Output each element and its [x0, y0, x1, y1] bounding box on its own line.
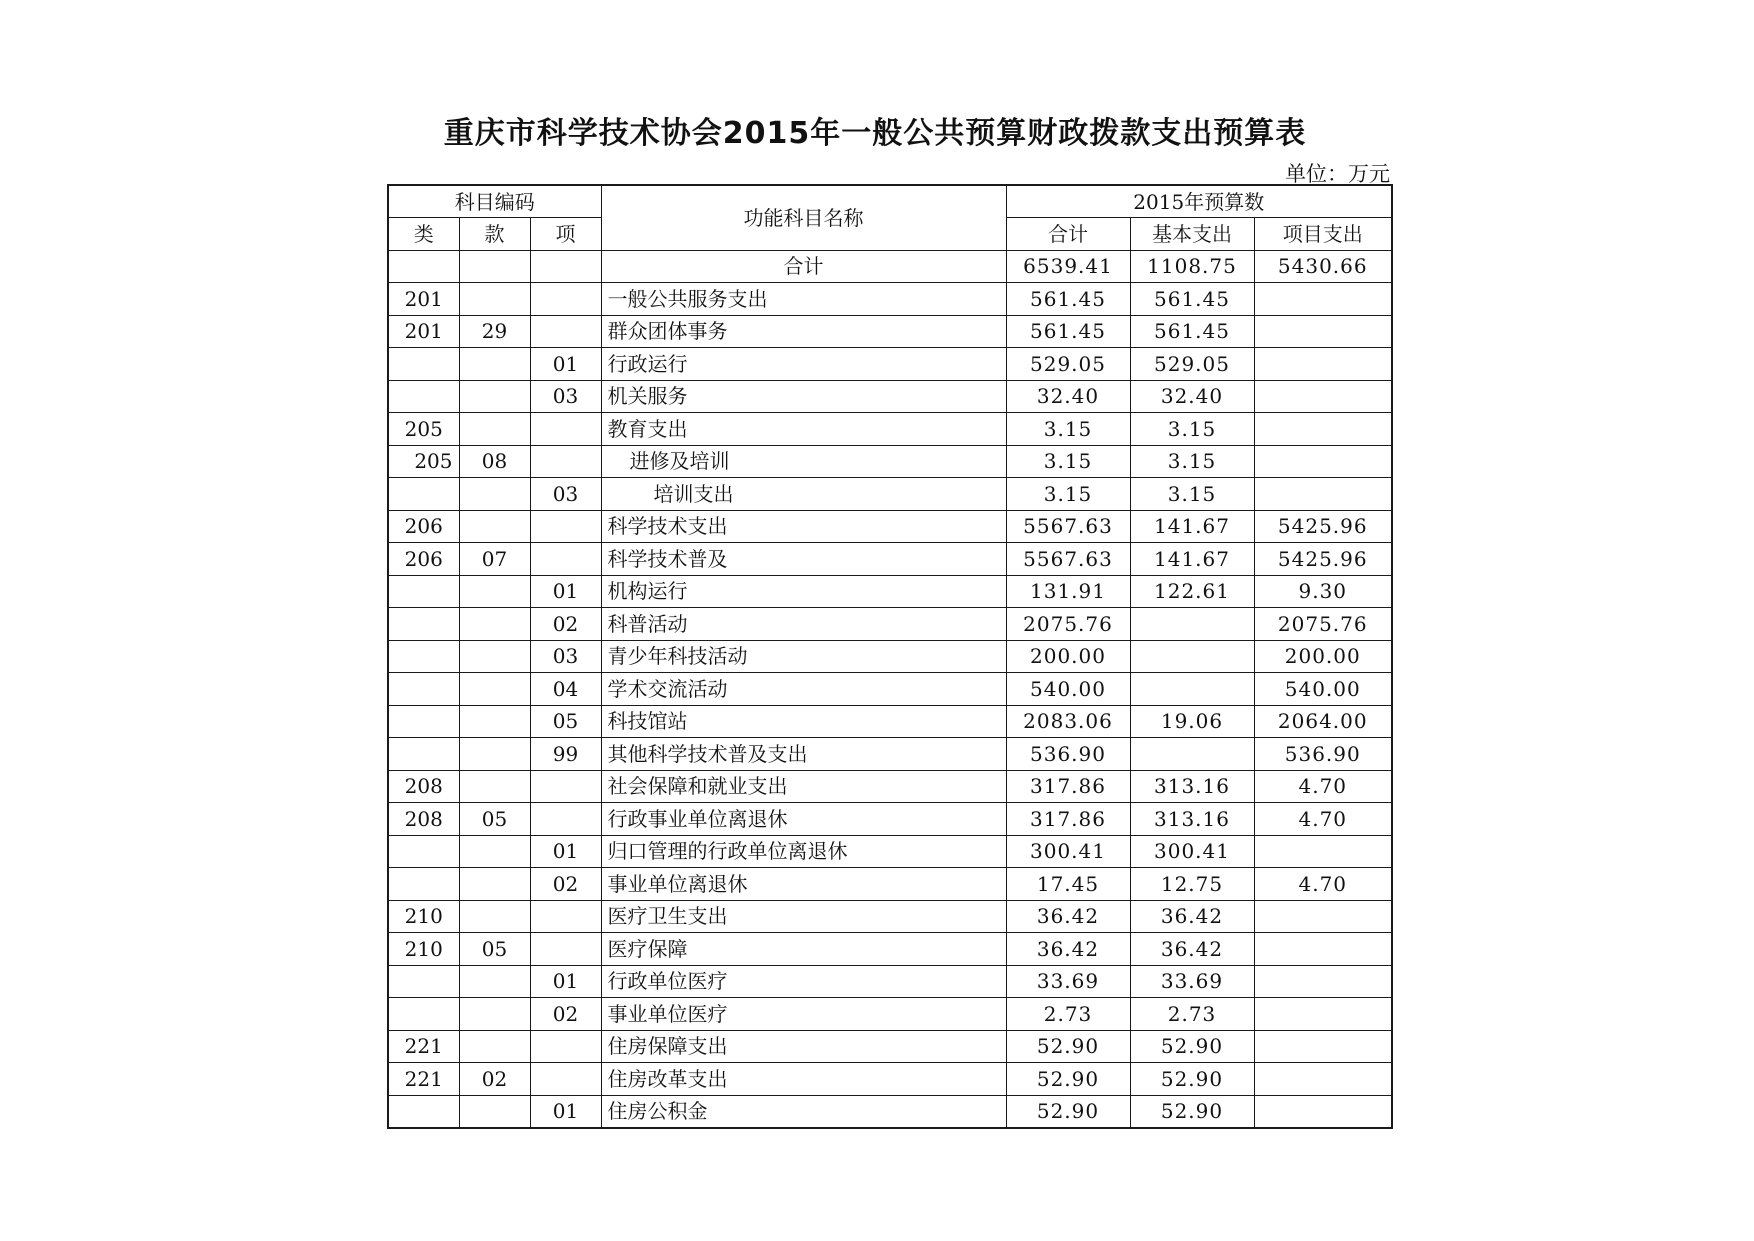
table-row	[388, 478, 1392, 511]
cell-total: 561.45	[1006, 315, 1130, 348]
cell-basic: 19.06	[1130, 705, 1254, 738]
cell-lei	[388, 738, 459, 771]
table-body	[388, 250, 1392, 1128]
cell-xiang: 04	[530, 673, 601, 706]
cell-lei	[388, 705, 459, 738]
header-lei: 类	[388, 218, 459, 251]
cell-total: 36.42	[1006, 933, 1130, 966]
cell-xiang	[530, 543, 601, 576]
cell-lei: 210	[388, 933, 459, 966]
cell-kuan: 29	[459, 315, 530, 348]
cell-kuan: 05	[459, 933, 530, 966]
cell-function-name: 群众团体事务	[601, 315, 1006, 348]
cell-basic	[1130, 608, 1254, 641]
header-xiang: 项	[530, 218, 601, 251]
cell-kuan: 05	[459, 803, 530, 836]
cell-kuan	[459, 900, 530, 933]
cell-basic: 141.67	[1130, 510, 1254, 543]
header-total: 合计	[1006, 218, 1130, 251]
cell-total: 317.86	[1006, 803, 1130, 836]
cell-lei: 201	[388, 283, 459, 316]
cell-lei: 208	[388, 803, 459, 836]
cell-kuan	[459, 1095, 530, 1128]
cell-function-name: 科学技术支出	[601, 510, 1006, 543]
cell-project	[1254, 348, 1392, 381]
cell-project	[1254, 283, 1392, 316]
cell-basic: 313.16	[1130, 803, 1254, 836]
cell-function-name: 科技馆站	[601, 705, 1006, 738]
cell-total: 52.90	[1006, 1030, 1130, 1063]
cell-basic: 52.90	[1130, 1030, 1254, 1063]
cell-lei: 221	[388, 1063, 459, 1096]
header-code-group: 科目编码	[388, 185, 601, 218]
cell-lei	[388, 478, 459, 511]
cell-kuan: 02	[459, 1063, 530, 1096]
header-budget-group: 2015年预算数	[1006, 185, 1392, 218]
cell-kuan	[459, 835, 530, 868]
cell-xiang	[530, 510, 601, 543]
cell-total: 540.00	[1006, 673, 1130, 706]
cell-project: 536.90	[1254, 738, 1392, 771]
cell-function-name: 医疗保障	[601, 933, 1006, 966]
cell-total: 2075.76	[1006, 608, 1130, 641]
cell-lei: 208	[388, 770, 459, 803]
table-row	[388, 770, 1392, 803]
cell-kuan	[459, 478, 530, 511]
cell-function-name: 青少年科技活动	[601, 640, 1006, 673]
cell-total: 6539.41	[1006, 250, 1130, 283]
cell-function-name: 医疗卫生支出	[601, 900, 1006, 933]
page-title: 重庆市科学技术协会2015年一般公共预算财政拨款支出预算表	[443, 116, 1307, 151]
cell-function-name: 行政运行	[601, 348, 1006, 381]
cell-kuan	[459, 348, 530, 381]
cell-lei: 201	[388, 315, 459, 348]
cell-project: 5425.96	[1254, 543, 1392, 576]
cell-project	[1254, 315, 1392, 348]
cell-kuan	[459, 770, 530, 803]
unit-label: 单位：万元	[1285, 162, 1390, 186]
cell-xiang	[530, 445, 601, 478]
cell-total: 52.90	[1006, 1095, 1130, 1128]
table-row	[388, 933, 1392, 966]
cell-basic: 561.45	[1130, 283, 1254, 316]
cell-basic	[1130, 673, 1254, 706]
cell-lei: 206	[388, 543, 459, 576]
cell-basic: 3.15	[1130, 478, 1254, 511]
cell-xiang: 03	[530, 478, 601, 511]
cell-kuan	[459, 1030, 530, 1063]
table-row	[388, 803, 1392, 836]
cell-lei: 221	[388, 1030, 459, 1063]
cell-project: 4.70	[1254, 770, 1392, 803]
cell-lei	[388, 380, 459, 413]
table-row	[388, 380, 1392, 413]
cell-total: 300.41	[1006, 835, 1130, 868]
header-project: 项目支出	[1254, 218, 1392, 251]
cell-function-name: 一般公共服务支出	[601, 283, 1006, 316]
cell-basic: 33.69	[1130, 965, 1254, 998]
cell-kuan	[459, 868, 530, 901]
cell-basic: 3.15	[1130, 413, 1254, 446]
cell-project	[1254, 965, 1392, 998]
table-row	[388, 510, 1392, 543]
table-row	[388, 1030, 1392, 1063]
cell-kuan: 07	[459, 543, 530, 576]
cell-xiang: 03	[530, 640, 601, 673]
header-kuan: 款	[459, 218, 530, 251]
header-function-name: 功能科目名称	[601, 185, 1006, 250]
cell-basic: 2.73	[1130, 998, 1254, 1031]
cell-total: 536.90	[1006, 738, 1130, 771]
cell-project: 5425.96	[1254, 510, 1392, 543]
cell-project	[1254, 478, 1392, 511]
table-row	[388, 1063, 1392, 1096]
cell-lei	[388, 608, 459, 641]
cell-project	[1254, 900, 1392, 933]
cell-basic: 3.15	[1130, 445, 1254, 478]
cell-total: 5567.63	[1006, 510, 1130, 543]
cell-function-name: 科学技术普及	[601, 543, 1006, 576]
cell-project	[1254, 445, 1392, 478]
cell-basic	[1130, 738, 1254, 771]
cell-function-name: 其他科学技术普及支出	[601, 738, 1006, 771]
cell-kuan	[459, 510, 530, 543]
cell-lei	[388, 1095, 459, 1128]
cell-basic: 32.40	[1130, 380, 1254, 413]
table-row	[388, 998, 1392, 1031]
header-basic: 基本支出	[1130, 218, 1254, 251]
cell-project	[1254, 1030, 1392, 1063]
cell-kuan	[459, 380, 530, 413]
cell-function-name: 事业单位医疗	[601, 998, 1006, 1031]
cell-basic: 313.16	[1130, 770, 1254, 803]
cell-total: 561.45	[1006, 283, 1130, 316]
table-row	[388, 543, 1392, 576]
cell-kuan	[459, 640, 530, 673]
cell-total: 32.40	[1006, 380, 1130, 413]
table-row	[388, 283, 1392, 316]
cell-function-name: 行政单位医疗	[601, 965, 1006, 998]
cell-lei	[388, 575, 459, 608]
cell-xiang	[530, 933, 601, 966]
cell-xiang	[530, 803, 601, 836]
cell-xiang: 03	[530, 380, 601, 413]
cell-total: 317.86	[1006, 770, 1130, 803]
cell-kuan	[459, 283, 530, 316]
cell-kuan	[459, 575, 530, 608]
cell-function-name: 科普活动	[601, 608, 1006, 641]
cell-kuan: 08	[459, 445, 530, 478]
cell-xiang: 02	[530, 998, 601, 1031]
cell-kuan	[459, 965, 530, 998]
cell-xiang: 01	[530, 1095, 601, 1128]
cell-function-name: 住房保障支出	[601, 1030, 1006, 1063]
cell-basic: 300.41	[1130, 835, 1254, 868]
cell-basic: 36.42	[1130, 933, 1254, 966]
cell-function-name: 事业单位离退休	[601, 868, 1006, 901]
cell-function-name: 培训支出	[601, 478, 1006, 511]
cell-project	[1254, 835, 1392, 868]
table-row	[388, 250, 1392, 283]
cell-xiang	[530, 413, 601, 446]
cell-basic: 561.45	[1130, 315, 1254, 348]
cell-lei	[388, 965, 459, 998]
cell-kuan	[459, 250, 530, 283]
cell-total: 131.91	[1006, 575, 1130, 608]
table-row	[388, 348, 1392, 381]
cell-xiang: 01	[530, 965, 601, 998]
cell-total: 3.15	[1006, 413, 1130, 446]
table-row	[388, 965, 1392, 998]
cell-xiang	[530, 1030, 601, 1063]
cell-total: 5567.63	[1006, 543, 1130, 576]
cell-project: 2064.00	[1254, 705, 1392, 738]
cell-lei: 205	[388, 445, 459, 478]
cell-function-name: 机构运行	[601, 575, 1006, 608]
cell-total: 200.00	[1006, 640, 1130, 673]
cell-xiang	[530, 283, 601, 316]
cell-xiang: 01	[530, 575, 601, 608]
table-row	[388, 608, 1392, 641]
cell-total: 33.69	[1006, 965, 1130, 998]
cell-total: 2083.06	[1006, 705, 1130, 738]
cell-kuan	[459, 608, 530, 641]
cell-lei	[388, 640, 459, 673]
cell-function-name: 学术交流活动	[601, 673, 1006, 706]
cell-lei	[388, 868, 459, 901]
table-row	[388, 900, 1392, 933]
cell-xiang	[530, 1063, 601, 1096]
cell-basic: 52.90	[1130, 1095, 1254, 1128]
cell-function-name: 住房改革支出	[601, 1063, 1006, 1096]
cell-total: 52.90	[1006, 1063, 1130, 1096]
cell-project	[1254, 1063, 1392, 1096]
cell-project: 9.30	[1254, 575, 1392, 608]
cell-xiang: 02	[530, 608, 601, 641]
cell-lei	[388, 673, 459, 706]
cell-total: 2.73	[1006, 998, 1130, 1031]
cell-basic: 141.67	[1130, 543, 1254, 576]
cell-total: 529.05	[1006, 348, 1130, 381]
table-row	[388, 1095, 1392, 1128]
cell-project: 4.70	[1254, 868, 1392, 901]
table-row	[388, 315, 1392, 348]
cell-project: 4.70	[1254, 803, 1392, 836]
cell-lei: 206	[388, 510, 459, 543]
cell-basic: 52.90	[1130, 1063, 1254, 1096]
cell-function-name: 教育支出	[601, 413, 1006, 446]
cell-xiang: 01	[530, 348, 601, 381]
cell-kuan	[459, 738, 530, 771]
cell-basic	[1130, 640, 1254, 673]
cell-project	[1254, 1095, 1392, 1128]
cell-lei: 205	[388, 413, 459, 446]
cell-lei	[388, 835, 459, 868]
cell-project	[1254, 933, 1392, 966]
table-row	[388, 673, 1392, 706]
cell-xiang	[530, 770, 601, 803]
table-row	[388, 575, 1392, 608]
cell-function-name: 合计	[601, 250, 1006, 283]
cell-total: 17.45	[1006, 868, 1130, 901]
table-row	[388, 738, 1392, 771]
table-row	[388, 413, 1392, 446]
cell-basic: 36.42	[1130, 900, 1254, 933]
cell-function-name: 归口管理的行政单位离退休	[601, 835, 1006, 868]
header-row-1	[388, 185, 1392, 218]
cell-total: 36.42	[1006, 900, 1130, 933]
cell-function-name: 住房公积金	[601, 1095, 1006, 1128]
cell-project: 5430.66	[1254, 250, 1392, 283]
table-row	[388, 640, 1392, 673]
cell-basic: 12.75	[1130, 868, 1254, 901]
cell-xiang	[530, 315, 601, 348]
cell-basic: 1108.75	[1130, 250, 1254, 283]
cell-xiang: 05	[530, 705, 601, 738]
cell-lei	[388, 348, 459, 381]
table-row	[388, 445, 1392, 478]
cell-xiang: 01	[530, 835, 601, 868]
cell-project: 200.00	[1254, 640, 1392, 673]
cell-project	[1254, 413, 1392, 446]
cell-kuan	[459, 705, 530, 738]
cell-function-name: 行政事业单位离退休	[601, 803, 1006, 836]
cell-basic: 529.05	[1130, 348, 1254, 381]
cell-lei: 210	[388, 900, 459, 933]
cell-total: 3.15	[1006, 445, 1130, 478]
cell-basic: 122.61	[1130, 575, 1254, 608]
cell-project: 540.00	[1254, 673, 1392, 706]
cell-kuan	[459, 413, 530, 446]
cell-function-name: 进修及培训	[601, 445, 1006, 478]
table-row	[388, 705, 1392, 738]
table-row	[388, 835, 1392, 868]
cell-lei	[388, 998, 459, 1031]
table-row	[388, 868, 1392, 901]
cell-total: 3.15	[1006, 478, 1130, 511]
cell-project	[1254, 380, 1392, 413]
cell-lei	[388, 250, 459, 283]
cell-xiang: 99	[530, 738, 601, 771]
cell-xiang: 02	[530, 868, 601, 901]
cell-project	[1254, 998, 1392, 1031]
cell-xiang	[530, 900, 601, 933]
cell-kuan	[459, 673, 530, 706]
cell-function-name: 社会保障和就业支出	[601, 770, 1006, 803]
cell-function-name: 机关服务	[601, 380, 1006, 413]
budget-table	[387, 184, 1393, 1129]
cell-xiang	[530, 250, 601, 283]
cell-project: 2075.76	[1254, 608, 1392, 641]
cell-kuan	[459, 998, 530, 1031]
